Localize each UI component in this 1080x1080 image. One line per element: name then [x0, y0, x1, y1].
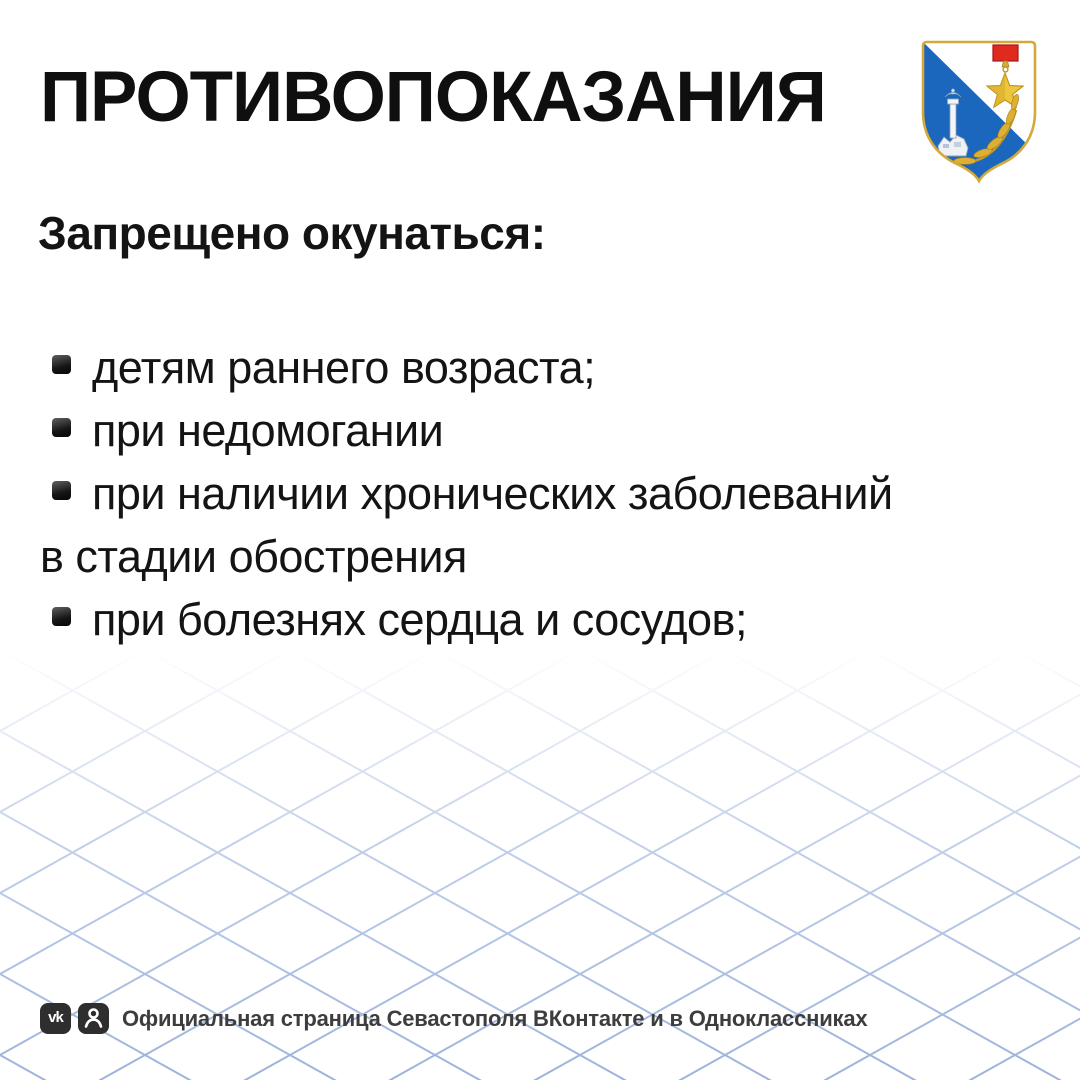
footer [40, 1003, 867, 1034]
list-item-text: при недомогании [92, 405, 444, 456]
bullet-square-icon [52, 481, 71, 500]
bullet-square-icon [52, 418, 71, 437]
footer-caption: Официальная страница Севастополя ВКонтакте и в Одноклассниках [122, 1005, 868, 1031]
page-title: ПРОТИВОПОКАЗАНИЯ [40, 58, 826, 137]
list-item [40, 588, 1030, 651]
list-item-text: детям раннего возраста; [92, 342, 596, 393]
list-item [40, 336, 1030, 399]
subtitle: Запрещено окунаться: [38, 207, 546, 259]
list-item-continuation [40, 525, 1030, 588]
list-item-text: при наличии хронических заболеваний [92, 468, 893, 519]
bullet-square-icon [52, 355, 71, 374]
contraindications-list [40, 336, 1030, 651]
vk-icon-label: vk [48, 1009, 63, 1026]
list-item [40, 399, 1030, 462]
list-item [40, 462, 1030, 525]
ok-icon[interactable] [78, 1003, 109, 1034]
sevastopol-coat-of-arms-icon [920, 40, 1038, 184]
bullet-square-icon [52, 607, 71, 626]
list-item-text: в стадии обострения [40, 531, 467, 582]
vk-icon[interactable] [40, 1003, 71, 1034]
list-item-text: при болезнях сердца и сосудов; [92, 594, 747, 645]
